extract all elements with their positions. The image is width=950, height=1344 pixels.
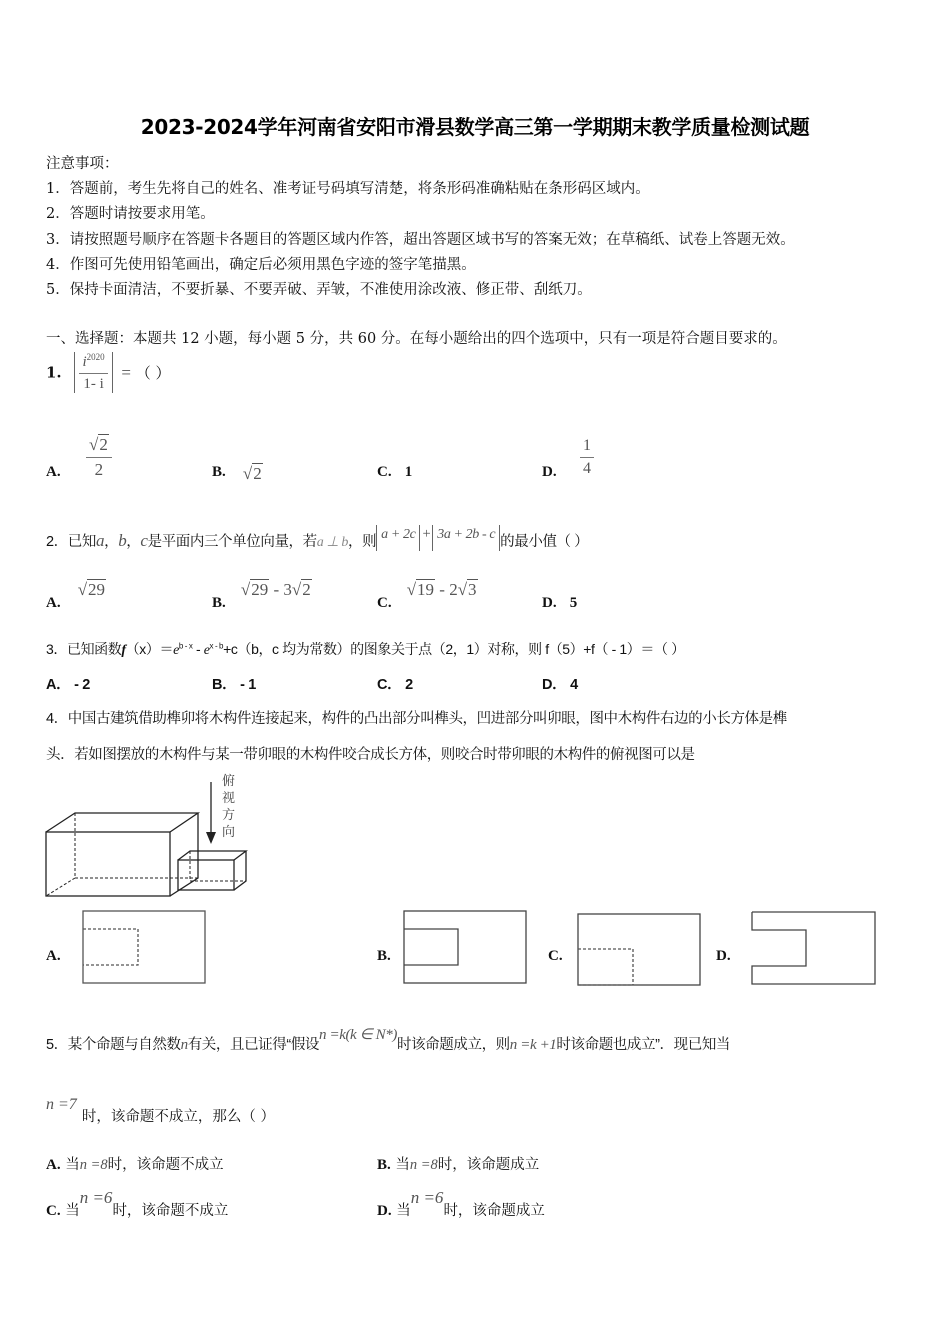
q3-option-b: B． - 1 — [212, 677, 256, 693]
abs-expression — [74, 352, 112, 393]
q4-option-c-label: C. — [548, 948, 563, 964]
q1-option-c: C. 1 — [377, 464, 413, 480]
notice-item: 2．答题时请按要求用笔。 — [46, 206, 215, 222]
abs-expression: a + 2c — [376, 525, 420, 551]
notice-item: 1．答题前，考生先将自己的姓名、准考证号码填写清楚，将条形码准确粘贴在条形码区域内。 — [46, 181, 650, 197]
big-box-top — [46, 813, 198, 832]
q2-option-a: A. √29 — [46, 580, 106, 611]
option-value: $\frac{1}{4}$ — [580, 437, 594, 478]
question-3: 3．已知函数$f(x)=e^{b - x} - e^{x - b}+c(b$，c 均为常数）的图象关于点（2，1）对称，则 f（5）+f（ - 1）＝（ ） — [46, 641, 685, 658]
question-4-line-2: 头．若如图摆放的木构件与某一带卯眼的木构件咬合成长方体，则咬合时带卯眼的木构件的俯视图可以是 — [46, 747, 695, 763]
notice-heading: 注意事项： — [46, 156, 119, 172]
q3-option-d: D． 4 — [542, 677, 578, 693]
q5-option-a: A. 当n =8时，该命题不成立 — [46, 1157, 224, 1173]
answer-blank: （ ） — [135, 364, 171, 382]
option-value: $\frac{√2}{2}$ — [86, 435, 112, 480]
q4-option-b-label: B. — [377, 948, 391, 964]
q4-option-d-figure — [751, 911, 879, 986]
q2-option-d: D. 5 — [542, 595, 578, 611]
section-heading: 一、选择题：本题共 12 小题，每小题 5 分，共 60 分。在每小题给出的四个选项中，只有一项是符合题目要求的。 — [46, 331, 787, 347]
big-box-front — [46, 832, 170, 896]
option-value: √19 - 2√3 — [406, 580, 477, 599]
fraction — [79, 352, 107, 393]
notice-item: 3．请按照题号顺序在答题卡各题目的答题区域内作答，超出答题区域书写的答案无效；在草稿纸、试卷上答题无效。 — [46, 232, 795, 248]
tenon-side — [234, 851, 246, 890]
q1-option-a: A. $\frac{√2}{2}$ — [46, 435, 61, 455]
q2-option-b: B. √29 - 3√2 — [212, 580, 311, 611]
equals-sign: = — [121, 362, 131, 382]
fraction-denominator: 1- i — [83, 376, 104, 392]
question-1 — [46, 352, 171, 393]
tenon-top — [178, 851, 246, 860]
option-value: 5 — [569, 595, 578, 611]
q1-option-d: D. $\frac{1}{4}$ — [542, 437, 557, 457]
exam-title: 2023-2024学年河南省安阳市滑县数学高三第一学期期末教学质量检测试题 — [140, 115, 810, 139]
q4-option-c-figure — [577, 913, 703, 988]
q3-option-a: A． - 2 — [46, 677, 90, 693]
question-5-line-1: 5．某个命题与自然数n有关，且已证得“假设n =k(k ∈ N*)时该命题成立，则n =k +1时该命题也成立”．现已知当 — [46, 1027, 731, 1053]
q1-option-b: B. √2 — [212, 464, 262, 483]
notice-item: 5．保持卡面清洁，不要折暴、不要弄破、弄皱，不准使用涂改液、修正带、刮纸刀。 — [46, 282, 592, 298]
q5-option-c: C. 当n =6时，该命题不成立 — [46, 1188, 229, 1219]
arrow-head-icon — [206, 832, 216, 844]
question-number: 1. — [46, 363, 62, 382]
abs-expression: 3a + 2b - c — [432, 525, 500, 551]
q3-option-c: C． 2 — [377, 677, 413, 693]
fraction-numerator: $i^{2020}$ — [79, 352, 107, 374]
q4-option-a-label: A. — [46, 948, 61, 964]
option-value: √29 — [77, 580, 106, 599]
question-2: 2．已知a，b，c是平面内三个单位向量，若a ⊥ b，则 a + 2c + 3a + 2b - c 的最小值（ ） — [46, 526, 589, 550]
q4-option-d-label: D. — [716, 948, 731, 964]
notice-item: 4．作图可先使用铅笔画出，确定后必须用黑色字迹的签字笔描黑。 — [46, 257, 476, 273]
option-value: √29 - 3√2 — [240, 580, 311, 599]
q4-option-b-figure — [403, 910, 529, 985]
q4-option-a-figure — [82, 910, 208, 985]
big-box-side — [170, 813, 198, 896]
option-value: √2 — [242, 464, 262, 483]
view-direction-label: 俯 视 方 向 — [222, 774, 236, 840]
q2-option-c: C. √19 - 2√3 — [377, 580, 477, 611]
q5-option-b: B. 当n =8时，该命题成立 — [377, 1157, 540, 1173]
question-4-line-1: 4．中国古建筑借助榫卯将木构件连接起来，构件的凸出部分叫榫头，凹进部分叫卯眼，图中木构件右边的小长方体是榫 — [46, 711, 787, 727]
q5-option-d: D. 当n =6时，该命题成立 — [377, 1188, 545, 1219]
option-value: 1 — [404, 464, 413, 480]
question-5-line-2: n =7 时，该命题不成立，那么（ ） — [46, 1096, 275, 1125]
